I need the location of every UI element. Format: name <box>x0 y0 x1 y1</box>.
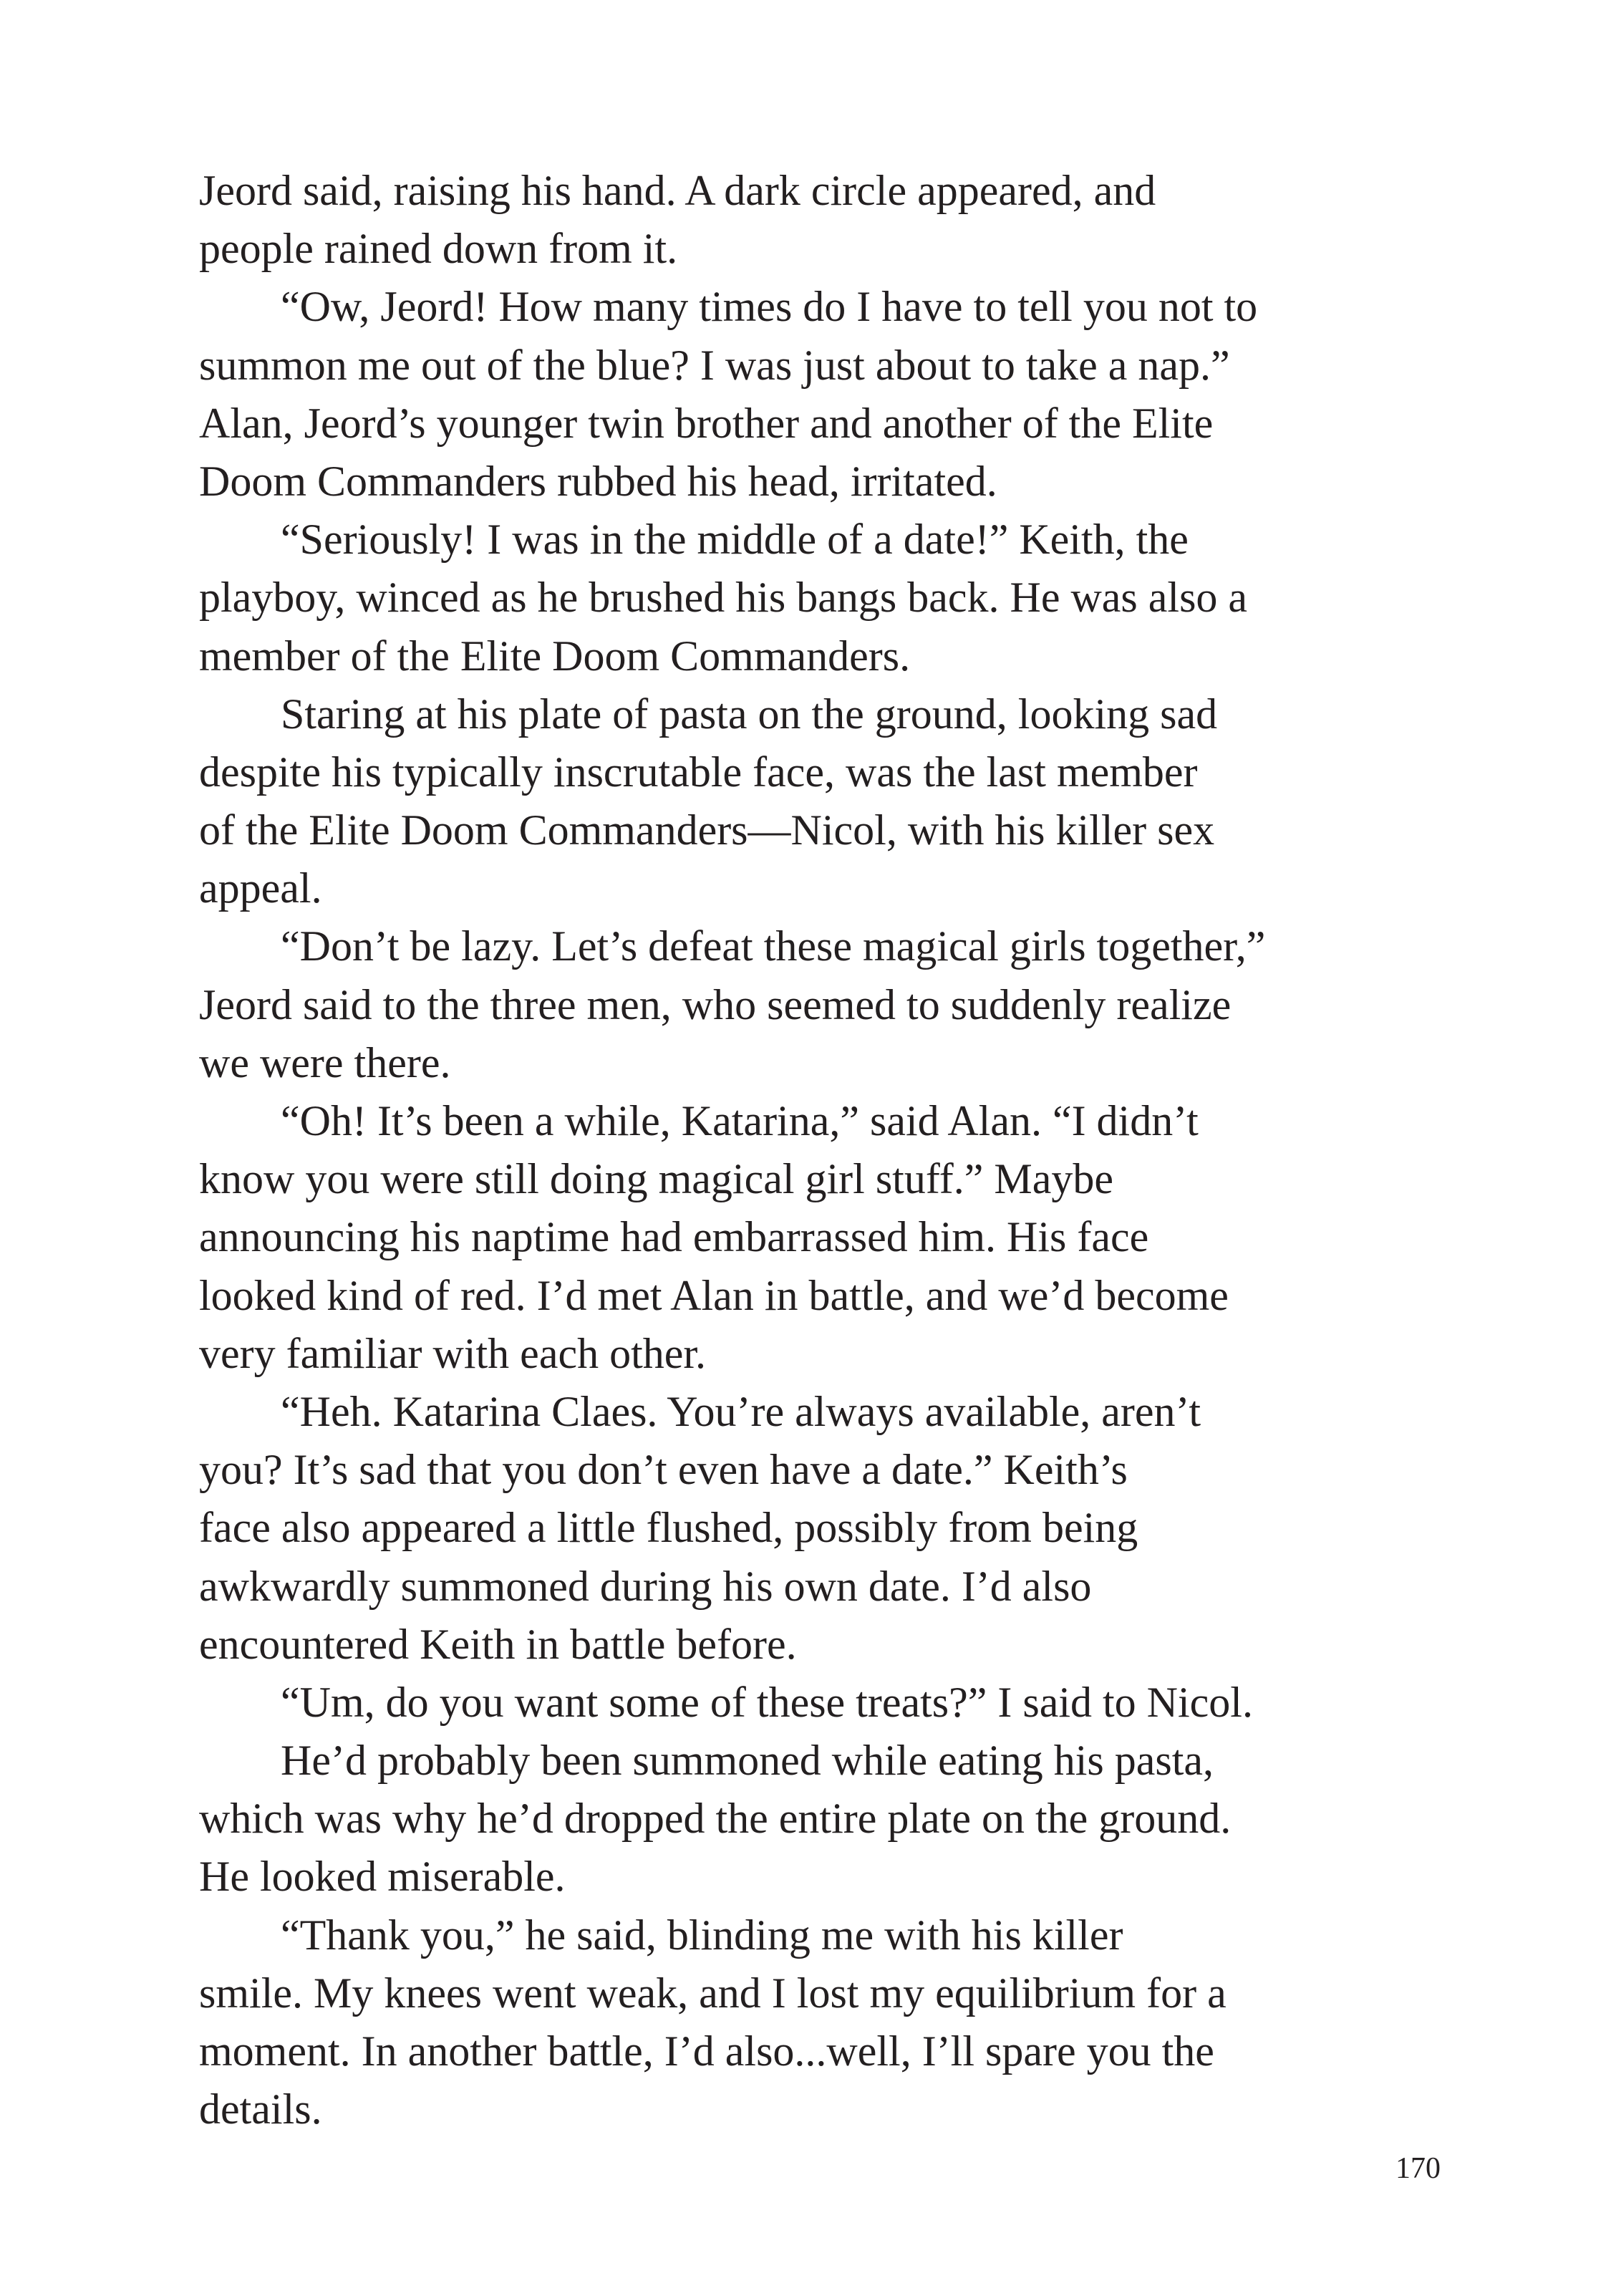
text-line: people rained down from it. <box>199 225 678 273</box>
text-line: “Um, do you want some of these treats?” I said to Nicol. <box>281 1678 1253 1726</box>
text-line: He looked miserable. <box>199 1853 566 1901</box>
page-body <box>199 162 1445 2138</box>
text-line: very familiar with each other. <box>199 1329 707 1377</box>
text-line: which was why he’d dropped the entire plate on the ground. <box>199 1795 1232 1843</box>
text-line: “Thank you,” he said, blinding me with his killer <box>281 1911 1123 1959</box>
paragraph <box>199 1092 1445 1383</box>
text-line: Alan, Jeord’s younger twin brother and another of the Elite <box>199 399 1214 447</box>
text-line: “Heh. Katarina Claes. You’re always available, aren’t <box>281 1387 1201 1435</box>
text-line: know you were still doing magical girl stuff.” Maybe <box>199 1155 1113 1203</box>
paragraph <box>199 685 1445 918</box>
text-line: looked kind of red. I’d met Alan in battle, and we’d become <box>199 1271 1229 1319</box>
text-line: He’d probably been summoned while eating his pasta, <box>281 1737 1214 1785</box>
paragraph <box>199 162 1445 278</box>
page-number: 170 <box>1395 2152 1441 2185</box>
text-line: “Oh! It’s been a while, Katarina,” said Alan. “I didn’t <box>281 1097 1199 1144</box>
paragraph <box>199 1674 1445 1732</box>
paragraph <box>199 278 1445 511</box>
text-line: summon me out of the blue? I was just about to take a nap.” <box>199 341 1230 389</box>
text-line: “Ow, Jeord! How many times do I have to tell you not to <box>281 283 1258 331</box>
paragraph <box>199 1732 1445 1906</box>
text-line: you? It’s sad that you don’t even have a date.” Keith’s <box>199 1446 1128 1494</box>
text-line: “Don’t be lazy. Let’s defeat these magical girls together,” <box>281 922 1266 970</box>
paragraph <box>199 511 1445 685</box>
text-line: Staring at his plate of pasta on the ground, looking sad <box>281 690 1218 738</box>
paragraph <box>199 1906 1445 2139</box>
text-line: moment. In another battle, I’d also...well, I’ll spare you the <box>199 2027 1214 2075</box>
text-line: Jeord said to the three men, who seemed to suddenly realize <box>199 980 1232 1028</box>
text-line: awkwardly summoned during his own date. I’d also <box>199 1562 1092 1610</box>
text-line: Jeord said, raising his hand. A dark circle appeared, and <box>199 167 1156 214</box>
text-line: despite his typically inscrutable face, was the last member <box>199 748 1198 796</box>
text-line: announcing his naptime had embarrassed him. His face <box>199 1213 1149 1261</box>
paragraph <box>199 1383 1445 1674</box>
text-line: playboy, winced as he brushed his bangs back. He was also a <box>199 574 1248 622</box>
text-line: we were there. <box>199 1038 451 1086</box>
text-line: Doom Commanders rubbed his head, irritated. <box>199 457 997 505</box>
text-line: member of the Elite Doom Commanders. <box>199 632 911 680</box>
text-line: encountered Keith in battle before. <box>199 1620 797 1668</box>
text-line: smile. My knees went weak, and I lost my equilibrium for a <box>199 1969 1227 2017</box>
text-line: details. <box>199 2085 322 2133</box>
text-line: of the Elite Doom Commanders—Nicol, with his killer sex <box>199 806 1215 854</box>
text-line: “Seriously! I was in the middle of a date!” Keith, the <box>281 516 1189 564</box>
text-line: appeal. <box>199 864 322 912</box>
paragraph <box>199 917 1445 1092</box>
text-line: face also appeared a little flushed, possibly from being <box>199 1504 1138 1552</box>
